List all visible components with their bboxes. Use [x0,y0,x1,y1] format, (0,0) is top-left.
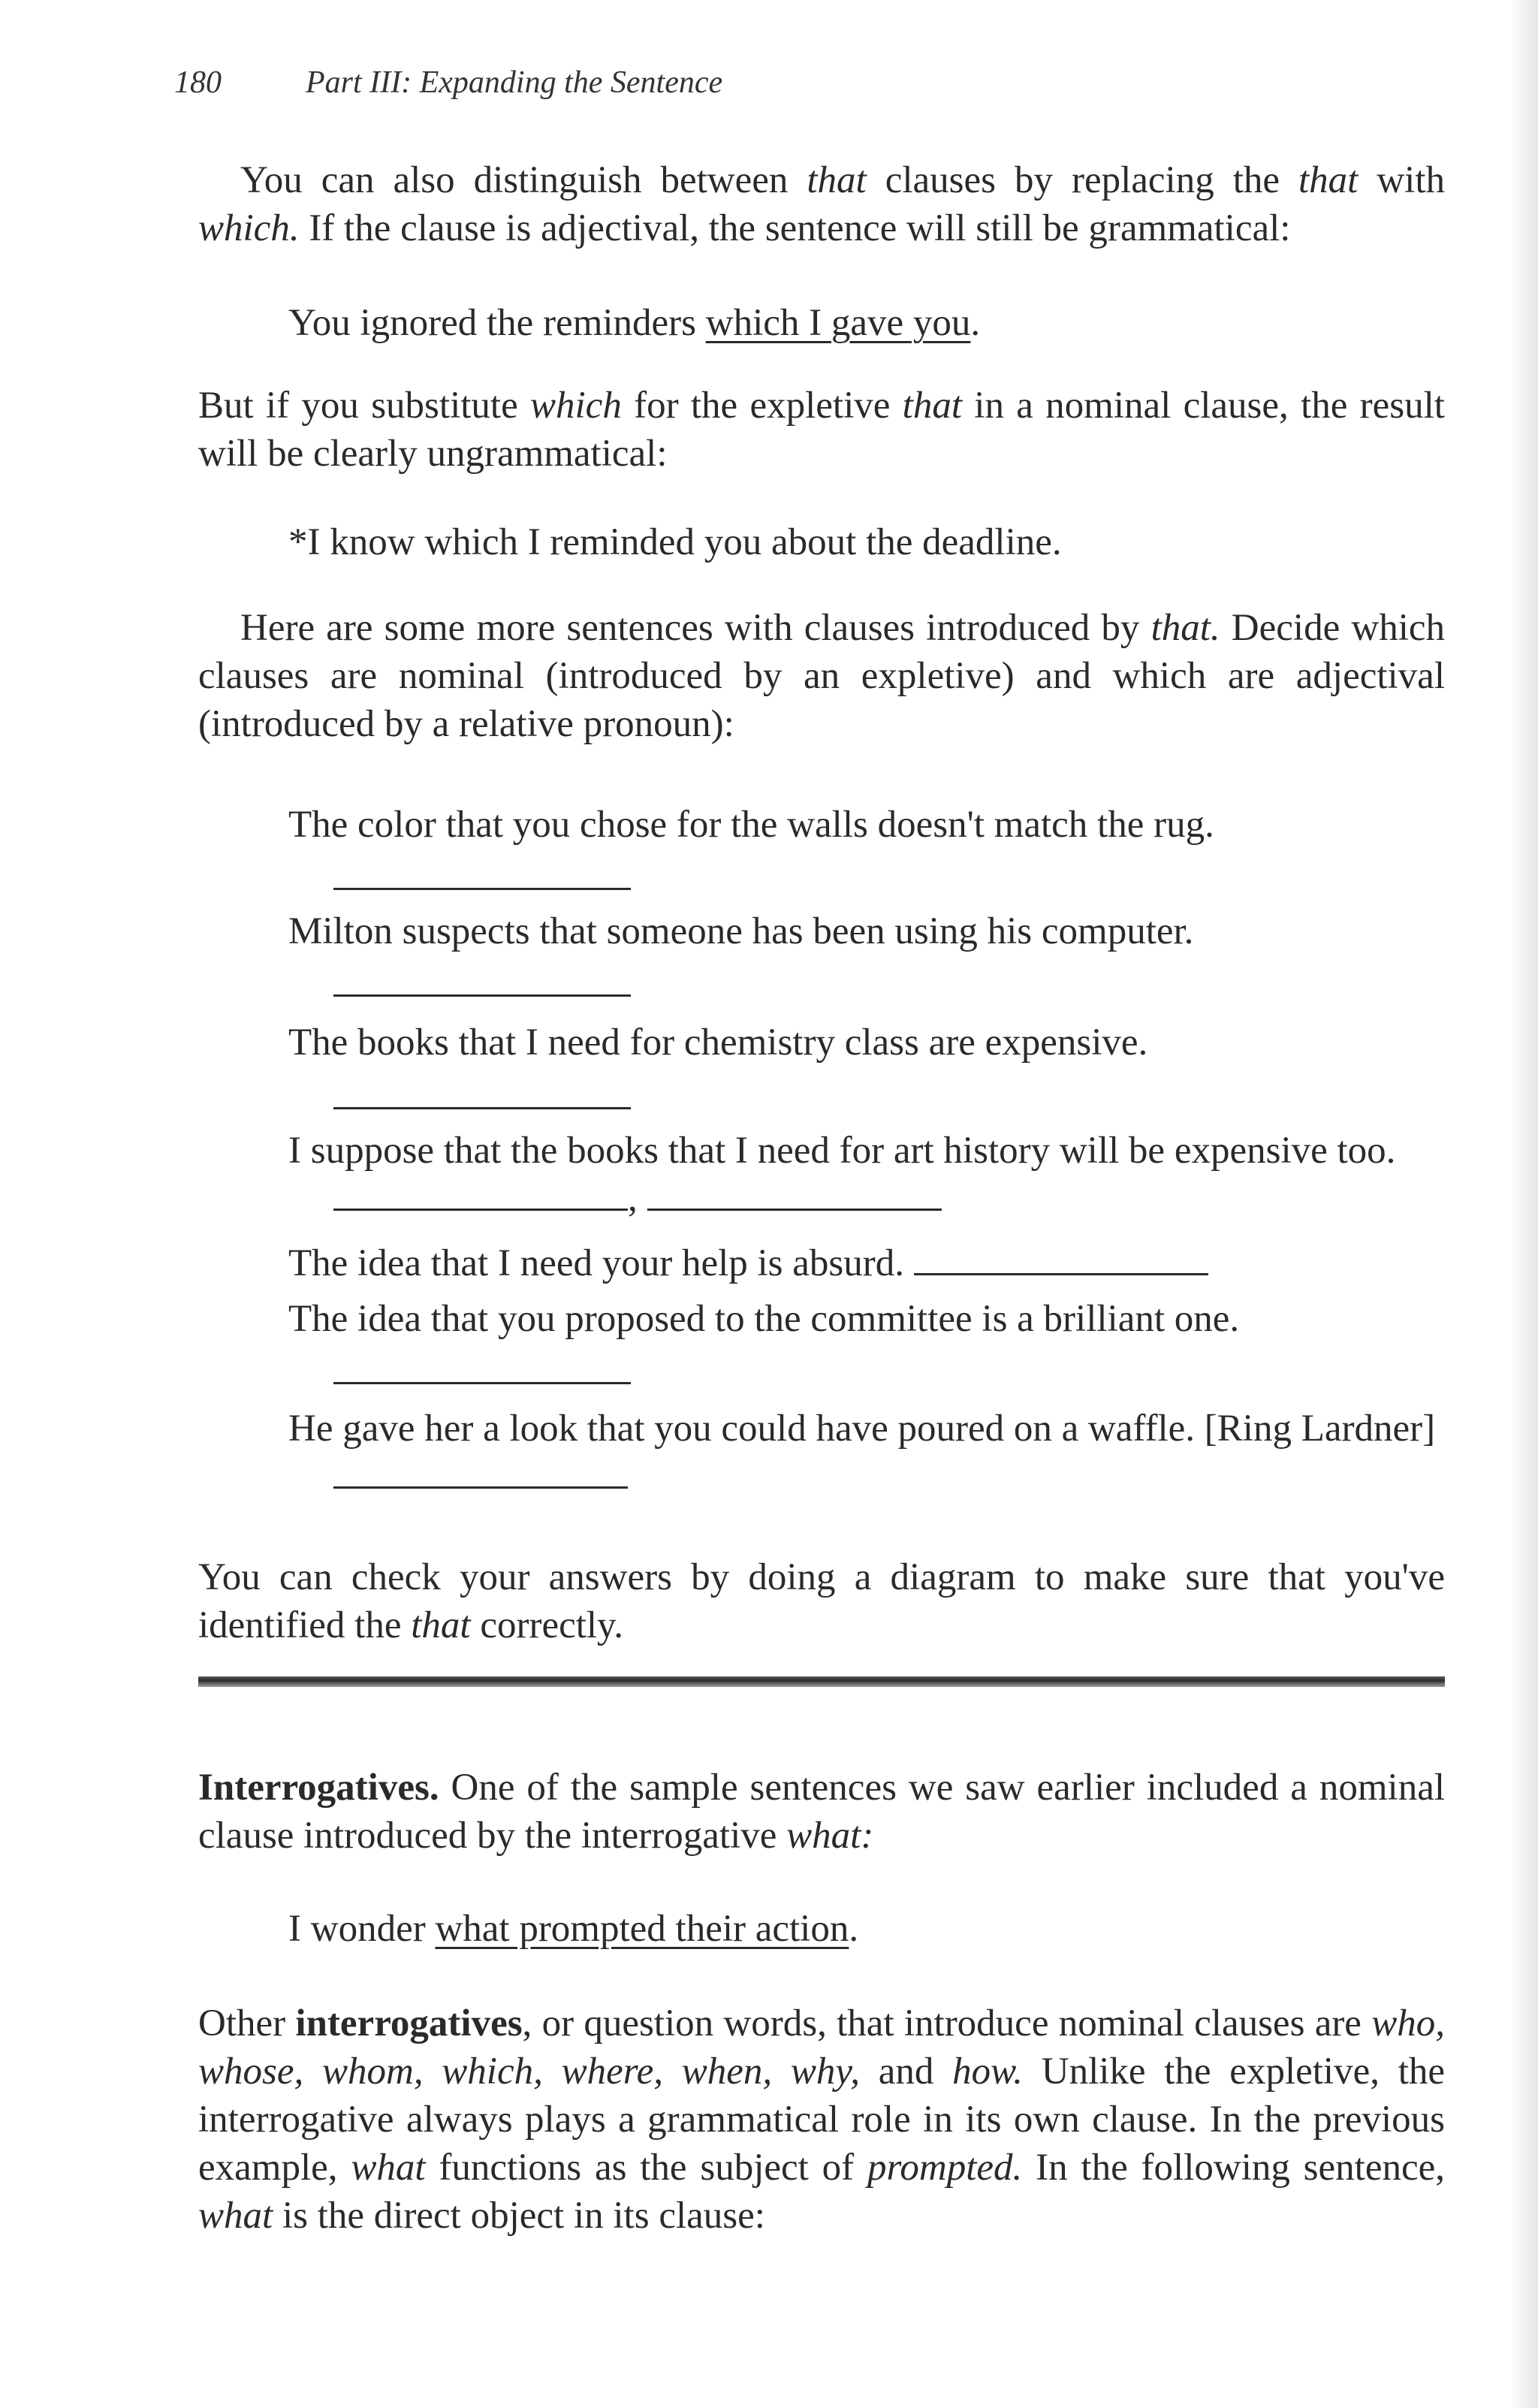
answer-blank-7[interactable] [333,1479,628,1489]
answer-blank-4a[interactable] [333,1201,628,1211]
answer-blank-1[interactable] [333,888,631,890]
paragraph-interrogatives: Interrogatives. One of the sample sentences we saw earlier included a nominal clause introduced by the interrogative what: [198,1767,1445,1857]
exercise-sentence-1: The color that you chose for the walls doesn't match the rug. [288,804,1214,846]
example-wonder: I wonder what prompted their action. [288,1908,859,1950]
paragraph-other-interrogatives: Other interrogatives, or question words, that introduce nominal clauses are who, whose, whom, which, where, when, why, and how. Unlike the expletive, the interrogative always plays a grammatical role in its own clause. In the previous example, what functions as the subject of prompted. In the following sentence, what is the direct object in its clause: [198,2002,1445,2237]
exercise-sentence-5: The idea that I need your help is absurd. [288,1239,1445,1287]
paragraph-check-answers: You can check your answers by doing a diagram to make sure that you've identified the that correctly. [198,1556,1445,1646]
exercise-sentence-7: He gave her a look that you could have poured on a waffle. [Ring Lardner] [288,1405,1490,1501]
section-divider [198,1676,1445,1687]
example-reminders: You ignored the reminders which I gave you. [288,302,981,344]
paragraph-substitute: But if you substitute which for the expletive that in a nominal clause, the result will be clearly ungrammatical: [198,385,1445,475]
example-ungrammatical: *I know which I reminded you about the deadline. [288,521,1062,563]
page-number: 180 [174,65,222,100]
paragraph-distinguish: You can also distinguish between that clauses by replacing the that with which. If the clause is adjectival, the sentence will still be grammatical: [198,159,1446,249]
page-edge-shadow [1511,0,1538,2408]
exercise-sentence-6: The idea that you proposed to the committee is a brilliant one. [288,1298,1240,1340]
running-title: Part III: Expanding the Sentence [306,65,723,100]
answer-blank-5[interactable] [914,1266,1208,1275]
answer-blank-4b[interactable] [647,1201,942,1211]
answer-blank-3[interactable] [333,1107,631,1109]
answer-blank-2[interactable] [333,994,631,997]
running-header [174,65,722,101]
exercise-sentence-3: The books that I need for chemistry class are expensive. [288,1021,1148,1064]
exercise-sentence-4: I suppose that the books that I need for art history will be expensive too. , [288,1130,1396,1220]
exercise-sentence-2: Milton suspects that someone has been using his computer. [288,910,1194,952]
paragraph-instructions: Here are some more sentences with clauses introduced by that. Decide which clauses are nominal (introduced by an expletive) and which are adjectival (introduced by a relative pronoun): [198,607,1445,745]
answer-blank-6[interactable] [333,1382,631,1384]
